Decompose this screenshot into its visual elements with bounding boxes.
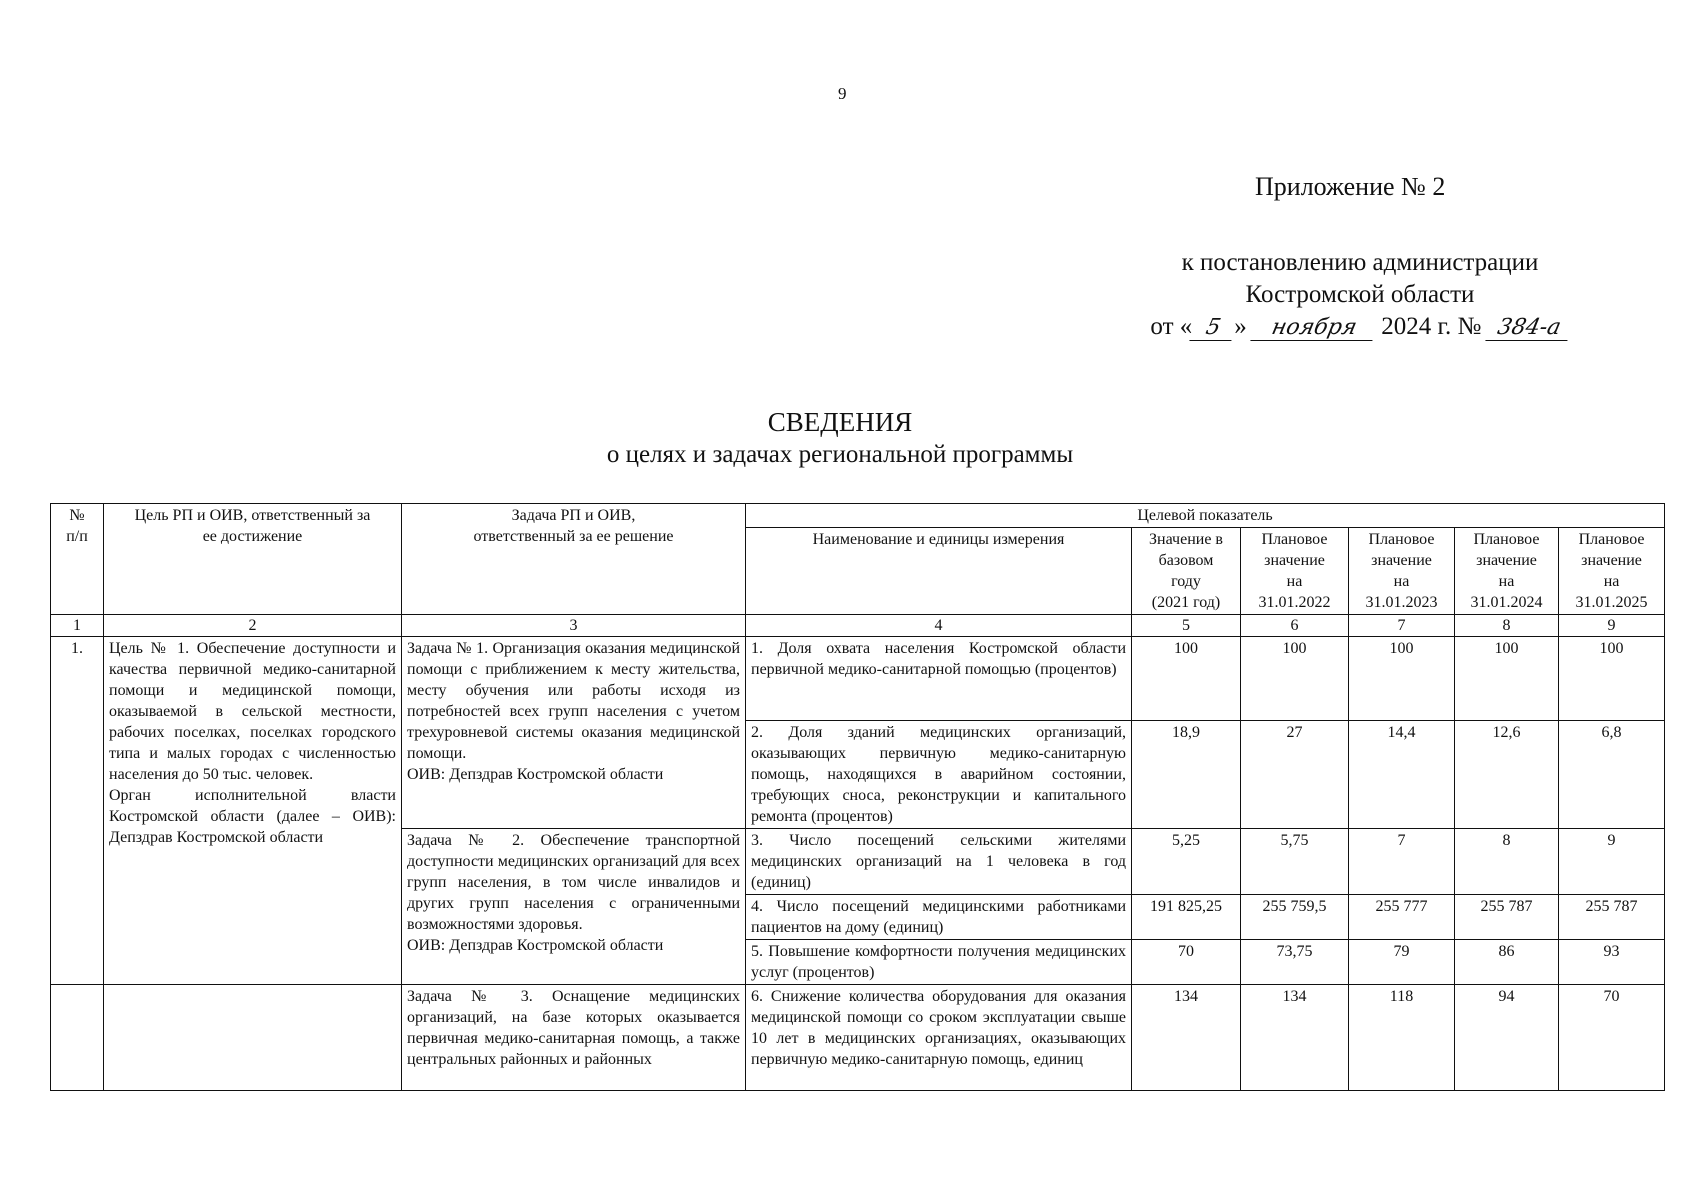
column-number: 1: [51, 615, 104, 637]
indicator-plan-2023: 118: [1349, 985, 1455, 1091]
indicator-plan-2025: 70: [1559, 985, 1665, 1091]
row-number-empty: [51, 985, 104, 1091]
indicator-plan-2025: 9: [1559, 829, 1665, 895]
indicator-plan-2024: 86: [1455, 940, 1559, 985]
goals-tasks-table: [50, 503, 1665, 1091]
indicator-plan-2022: 27: [1241, 721, 1349, 829]
title-subtitle: о целях и задачах региональной программы: [606, 441, 1074, 468]
column-number: 5: [1132, 615, 1241, 637]
column-number-row: [51, 615, 1665, 637]
indicator-name: 4. Число посещений медицинскими работниками пациентов на дому (единиц): [746, 895, 1132, 940]
decree-number-handwritten: 384-а: [1485, 316, 1572, 341]
indicator-plan-2024: 12,6: [1455, 721, 1559, 829]
header-num: № п/п: [51, 504, 104, 615]
task-cell: Задача № 2. Обеспечение транспортной доступности медицинских организаций для всех групп населения, в том числе инвалидов и других групп населения с ограниченными возможностями здоровья. ОИВ: Депздрав Костромской области: [402, 829, 746, 985]
header-plan-2022: Плановое значение на 31.01.2022: [1241, 528, 1349, 615]
indicator-plan-2023: 14,4: [1349, 721, 1455, 829]
column-number: 4: [746, 615, 1132, 637]
column-number: 3: [402, 615, 746, 637]
indicator-plan-2023: 79: [1349, 940, 1455, 985]
indicator-name: 1. Доля охвата населения Костромской области первичной медико-санитарной помощью (процентов): [746, 637, 1132, 721]
column-number: 2: [104, 615, 402, 637]
indicator-name: 6. Снижение количества оборудования для оказания медицинской помощи со сроком эксплуатации свыше 10 лет в медицинских организациях, оказывающих первичную медико-санитарную помощь, единиц: [746, 985, 1132, 1091]
indicator-plan-2025: 93: [1559, 940, 1665, 985]
column-number: 6: [1241, 615, 1349, 637]
indicator-base-value: 18,9: [1132, 721, 1241, 829]
indicator-plan-2025: 255 787: [1559, 895, 1665, 940]
document-title: [560, 405, 1120, 471]
decree-day-handwritten: 5: [1190, 316, 1237, 341]
task-cell: Задача № 3. Оснащение медицинских организаций, на базе которых оказывается первичная медико-санитарная помощь, а также центральных районных и районных: [402, 985, 746, 1091]
column-number: 9: [1559, 615, 1665, 637]
column-number: 8: [1455, 615, 1559, 637]
goal-cell-empty: [104, 985, 402, 1091]
decree-reference: [1140, 247, 1580, 343]
title-main: СВЕДЕНИЯ: [767, 407, 913, 437]
indicator-base-value: 134: [1132, 985, 1241, 1091]
header-plan-2024: Плановое значение на 31.01.2024: [1455, 528, 1559, 615]
indicator-base-value: 5,25: [1132, 829, 1241, 895]
indicator-plan-2022: 134: [1241, 985, 1349, 1091]
indicator-name: 2. Доля зданий медицинских организаций, оказывающих первичную медико-санитарную помощь, находящихся в аварийном состоянии, требующих сноса, реконструкции и капитального ремонта (процентов): [746, 721, 1132, 829]
table-row: [51, 985, 1665, 1091]
header-indicator-name: Наименование и единицы измерения: [746, 528, 1132, 615]
decree-year: 2024 г. №: [1381, 313, 1482, 340]
header-base-value: Значение в базовом году (2021 год): [1132, 528, 1241, 615]
indicator-plan-2024: 255 787: [1455, 895, 1559, 940]
indicator-plan-2022: 73,75: [1241, 940, 1349, 985]
decree-line-2: Костромской области: [1245, 281, 1475, 308]
indicator-plan-2024: 94: [1455, 985, 1559, 1091]
decree-date-line: [1140, 311, 1580, 343]
header-task: Задача РП и ОИВ, ответственный за ее решение: [402, 504, 746, 615]
indicator-plan-2022: 255 759,5: [1241, 895, 1349, 940]
indicator-plan-2023: 255 777: [1349, 895, 1455, 940]
indicator-plan-2023: 100: [1349, 637, 1455, 721]
indicator-plan-2024: 8: [1455, 829, 1559, 895]
header-target-indicator: Целевой показатель: [746, 504, 1665, 528]
indicator-plan-2023: 7: [1349, 829, 1455, 895]
page-number: 9: [838, 84, 847, 103]
indicator-base-value: 70: [1132, 940, 1241, 985]
indicator-base-value: 191 825,25: [1132, 895, 1241, 940]
task-cell: Задача № 1. Организация оказания медицинской помощи с приближением к месту жительства, месту обучения или работы исходя из потребностей всех групп населения с учетом трехуровневой системы оказания медицинской помощи. ОИВ: Депздрав Костромской области: [402, 637, 746, 829]
indicator-plan-2025: 6,8: [1559, 721, 1665, 829]
decree-month-handwritten: ноября: [1250, 316, 1377, 341]
goal-cell: Цель № 1. Обеспечение доступности и качества первичной медико-санитарной помощи и медицинской помощи, оказываемой в сельской местности, рабочих поселках, поселках городского типа и малых городах с численностью населения до 50 тыс. человек. Орган исполнительной власти Костромской области (далее – ОИВ): Депздрав Костромской области: [104, 637, 402, 985]
header-plan-2025: Плановое значение на 31.01.2025: [1559, 528, 1665, 615]
header-goal: Цель РП и ОИВ, ответственный за ее достижение: [104, 504, 402, 615]
header-plan-2023: Плановое значение на 31.01.2023: [1349, 528, 1455, 615]
indicator-base-value: 100: [1132, 637, 1241, 721]
indicator-name: 3. Число посещений сельскими жителями медицинских организаций на 1 человека в год (единиц): [746, 829, 1132, 895]
decree-prefix: от «: [1150, 313, 1193, 340]
column-number: 7: [1349, 615, 1455, 637]
indicator-plan-2022: 5,75: [1241, 829, 1349, 895]
appendix-label: Приложение № 2: [1255, 172, 1446, 201]
indicator-plan-2025: 100: [1559, 637, 1665, 721]
decree-quote-close: »: [1234, 313, 1247, 340]
header-row-1: [51, 504, 1665, 528]
row-number: 1.: [51, 637, 104, 985]
decree-line-1: к постановлению администрации: [1181, 249, 1539, 276]
indicator-plan-2024: 100: [1455, 637, 1559, 721]
indicator-plan-2022: 100: [1241, 637, 1349, 721]
table-row: [51, 637, 1665, 721]
indicator-name: 5. Повышение комфортности получения медицинских услуг (процентов): [746, 940, 1132, 985]
